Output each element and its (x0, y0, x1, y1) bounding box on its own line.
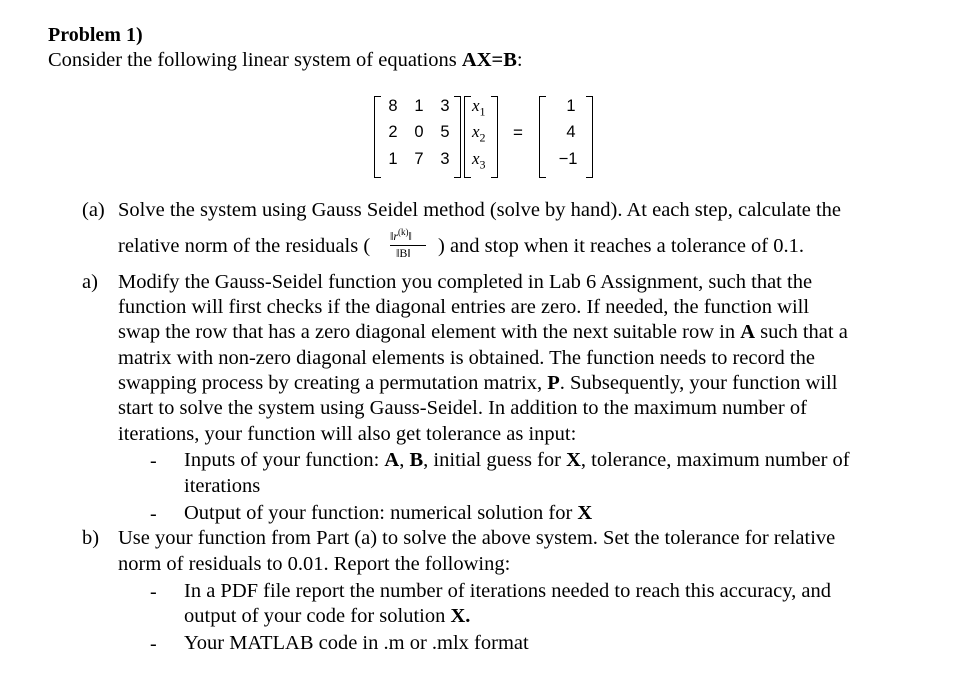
matrix-equation (360, 94, 620, 186)
input-x: X (566, 449, 581, 471)
solution-x: X. (450, 605, 471, 627)
matrix-a-cell: 1 (388, 150, 398, 168)
matrix-a-cell: 3 (440, 97, 450, 115)
vector-x-entry (472, 122, 486, 145)
matrix-a-cell: 1 (414, 97, 424, 115)
vector-b-entry: 1 (566, 97, 576, 115)
part-a2-line: start to solve the system using Gauss-Seidel. In addition to the maximum number of (118, 397, 807, 419)
part-a2-line (118, 372, 837, 395)
part-a1-line2-end: ) and stop when it reaches a tolerance of 0.1. (438, 235, 805, 257)
output-bullet (184, 502, 592, 525)
report-pre: output of your code for solution (184, 605, 451, 627)
inputs-bullet-line2: iterations (184, 475, 261, 497)
report-bullet: In a PDF file report the number of iterations needed to reach this accuracy, and (184, 580, 832, 602)
part-b-line2: norm of residuals to 0.01. Report the following: (118, 553, 511, 575)
matrix-a-bold: A (740, 321, 756, 343)
bullet-dash: - (150, 633, 157, 655)
part-a2-line: matrix with non-zero diagonal elements is obtained. The function needs to record the (118, 347, 815, 369)
part-b-label: b) (82, 527, 100, 549)
intro-equation: AX=B (461, 49, 517, 71)
bullet-dash: - (150, 450, 157, 472)
vector-b-entry: −1 (558, 150, 578, 168)
vector-x-entry (472, 96, 486, 119)
fraction-denominator: ‖B‖ (396, 246, 411, 260)
output-x: X (577, 502, 593, 524)
vector-x-right-bracket (491, 96, 498, 178)
report-bullet-line2 (184, 605, 470, 628)
inputs-sep: , (399, 449, 410, 471)
part-a2-line: Modify the Gauss-Seidel function you completed in Lab 6 Assignment, such that the (118, 271, 813, 293)
matrix-a-cell: 7 (414, 150, 424, 168)
part-b-line1: Use your function from Part (a) to solve the above system. Set the tolerance for relative (118, 527, 836, 549)
matrix-a-cell: 3 (440, 150, 450, 168)
inputs-mid: , initial guess for (423, 449, 567, 471)
inputs-pre: Inputs of your function: (184, 449, 385, 471)
bullet-dash: - (150, 503, 157, 525)
fraction-numerator: $‖r^{(k)}‖$ (390, 227, 412, 243)
matrix-a-left-bracket (374, 96, 381, 178)
vector-x-entry (472, 149, 486, 172)
x1-symbol: $x_1$ (472, 96, 486, 119)
inputs-bullet (184, 449, 850, 472)
matrix-a-cell: 8 (388, 97, 398, 115)
equals-sign: = (513, 123, 523, 142)
line3-end: such that a (755, 321, 848, 343)
x2-symbol: $x_2$ (472, 122, 486, 145)
matrix-a-cell: 0 (414, 123, 424, 141)
problem-intro (48, 49, 523, 72)
vector-b-entry: 4 (566, 123, 576, 141)
bullet-dash: - (150, 581, 157, 603)
x3-symbol: $x_3$ (472, 149, 486, 172)
line5-end: . Subsequently, your function will (559, 372, 838, 394)
matrix-a-right-bracket (454, 96, 461, 178)
input-b: B (409, 449, 424, 471)
inputs-end: , tolerance, maximum number of (580, 449, 850, 471)
part-a2-label: a) (82, 271, 98, 293)
matrix-a-cell: 5 (440, 123, 450, 141)
matrix-a-cell: 2 (388, 123, 398, 141)
line5-text: swapping process by creating a permutation matrix, (118, 372, 548, 394)
vector-x-left-bracket (464, 96, 471, 178)
problem-title: Problem 1) (48, 24, 143, 46)
intro-text: Consider the following linear system of equations (48, 49, 462, 71)
line3-text: swap the row that has a zero diagonal element with the next suitable row in (118, 321, 741, 343)
input-a: A (384, 449, 400, 471)
part-a2-line (118, 321, 848, 344)
part-a1-label: (a) (82, 199, 105, 221)
code-bullet: Your MATLAB code in .m or .mlx format (184, 632, 529, 654)
part-a1-line2-start: relative norm of the residuals ( (118, 235, 371, 257)
part-a1-line1: Solve the system using Gauss Seidel method (solve by hand). At each step, calculate the (118, 199, 842, 221)
part-a2-line: function will first checks if the diagonal entries are zero. If needed, the function will (118, 296, 810, 318)
intro-colon: : (516, 49, 523, 71)
residual-norm-fraction (384, 227, 438, 271)
vector-b-left-bracket (539, 96, 546, 178)
part-a2-line: iterations, your function will also get tolerance as input: (118, 423, 577, 445)
vector-b-right-bracket (586, 96, 593, 178)
output-pre: Output of your function: numerical solution for (184, 502, 578, 524)
matrix-p-bold: P (547, 372, 560, 394)
